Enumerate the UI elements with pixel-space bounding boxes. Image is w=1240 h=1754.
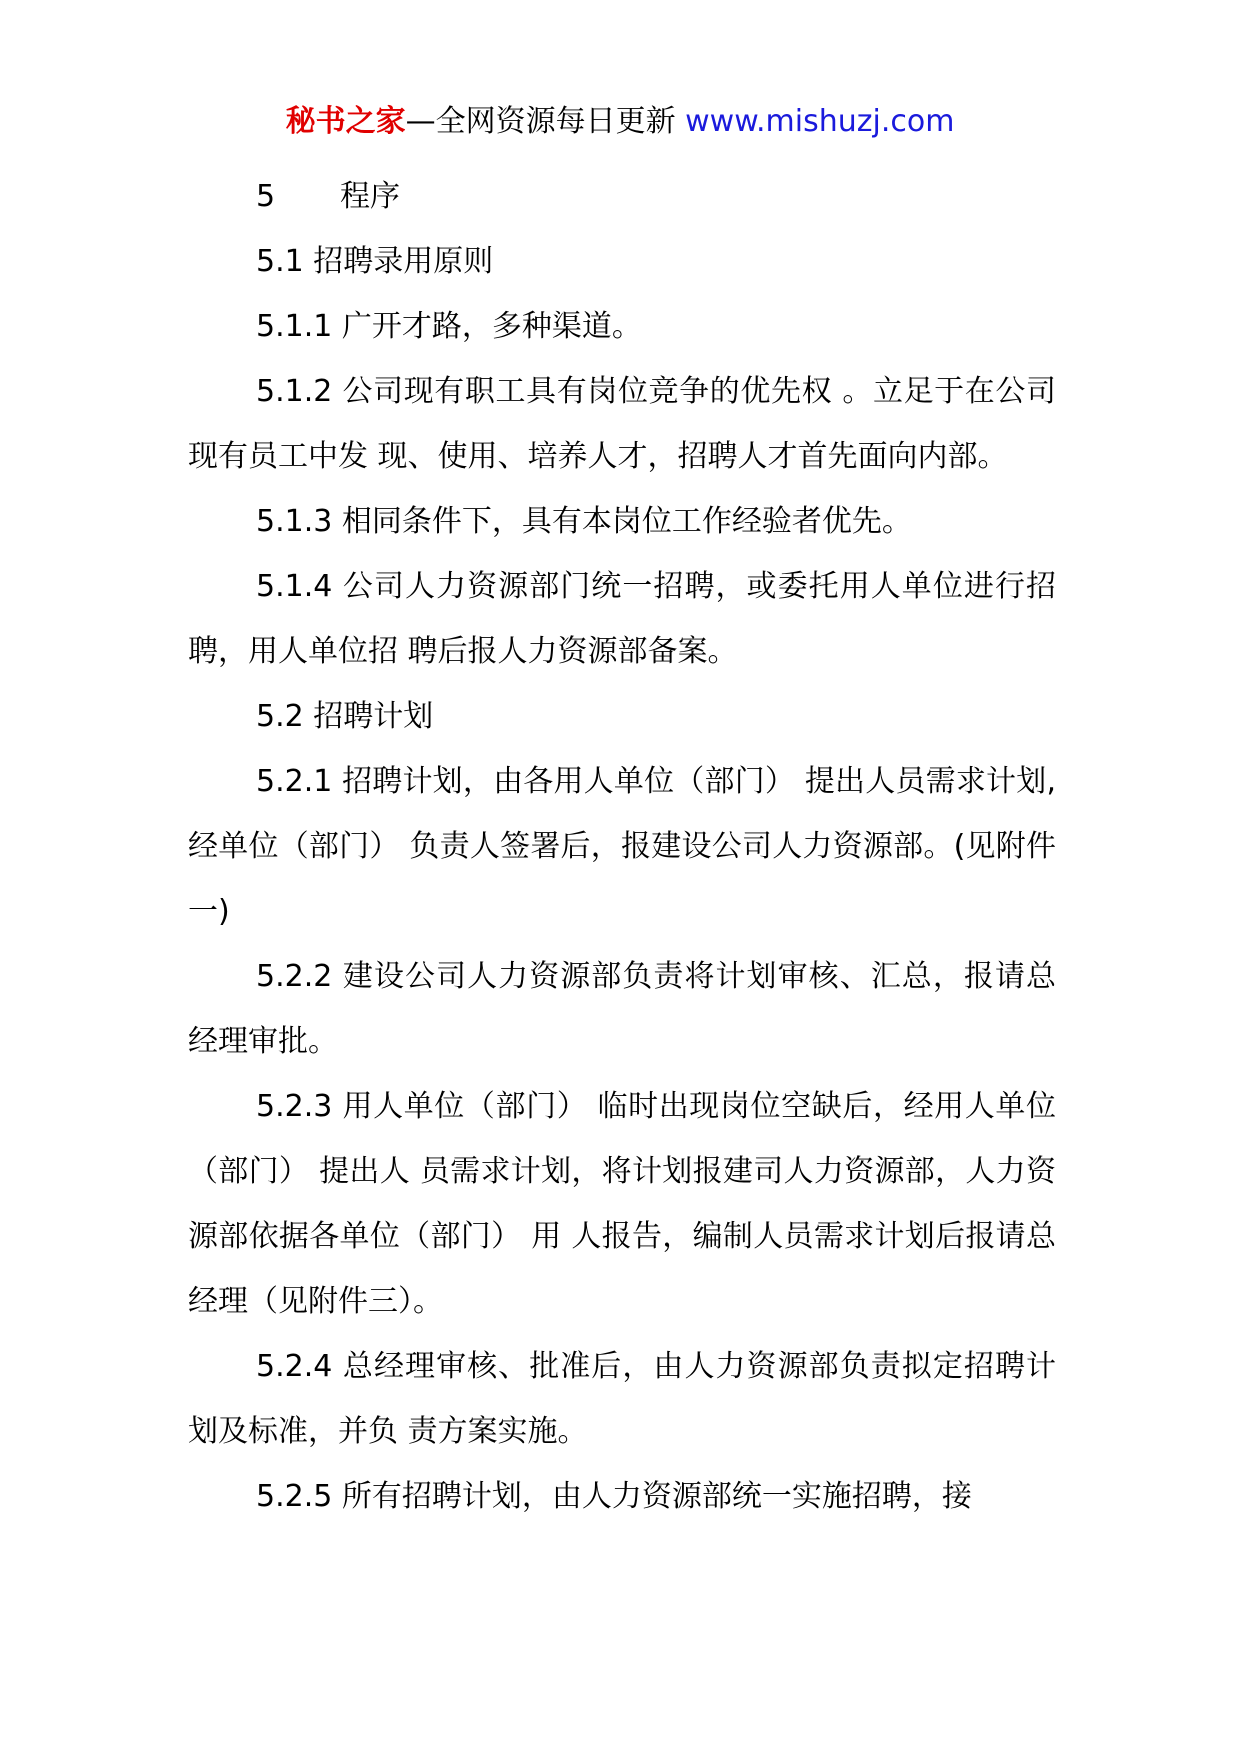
paragraph-5-1-2: 5.1.2 公司现有职工具有岗位竞争的优先权 。立足于在公司现有员工中发 现、使用、培养人才，招聘人才首先面向内部。	[188, 374, 1056, 474]
site-url-link[interactable]: www.mishuzj.com	[685, 104, 955, 139]
header-slogan: —全网资源每日更新	[405, 104, 676, 139]
section-heading	[188, 164, 1056, 229]
paragraph-5-2: 5.2 招聘计划	[256, 699, 434, 734]
paragraph-5-2-1: 5.2.1 招聘计划，由各用人单位（部门） 提出人员需求计划,经单位（部门） 负责人签署后，报建设公司人力资源部。(见附件一)	[188, 764, 1056, 929]
paragraph-5-1-4: 5.1.4 公司人力资源部门统一招聘，或委托用人单位进行招聘，用人单位招 聘后报人力资源部备案。	[188, 569, 1056, 669]
paragraph-5-1-3: 5.1.3 相同条件下，具有本岗位工作经验者优先。	[256, 504, 912, 539]
section-title: 程序	[340, 179, 400, 214]
paragraph-5-2-5: 5.2.5 所有招聘计划，由人力资源部统一实施招聘，接	[256, 1479, 972, 1514]
paragraph-5-2-2: 5.2.2 建设公司人力资源部负责将计划审核、汇总，报请总经理审批。	[188, 959, 1056, 1059]
paragraph-5-2-3: 5.2.3 用人单位（部门） 临时出现岗位空缺后，经用人单位（部门） 提出人 员需求计划，将计划报建司人力资源部，人力资源部依据各单位（部门） 用 人报告，编制人员需求计划后报请总经理（见附件三）。	[188, 1089, 1056, 1319]
paragraph-5-2-4: 5.2.4 总经理审核、批准后，由人力资源部负责拟定招聘计划及标准，并负 责方案实施。	[188, 1349, 1056, 1449]
paragraph-5-1: 5.1 招聘录用原则	[256, 244, 494, 279]
brand-name: 秘书之家	[285, 104, 406, 139]
site-header	[0, 100, 1240, 144]
paragraph-5-1-1: 5.1.1 广开才路，多种渠道。	[256, 309, 642, 344]
document-body	[188, 164, 1056, 1529]
section-number: 5	[256, 179, 276, 214]
